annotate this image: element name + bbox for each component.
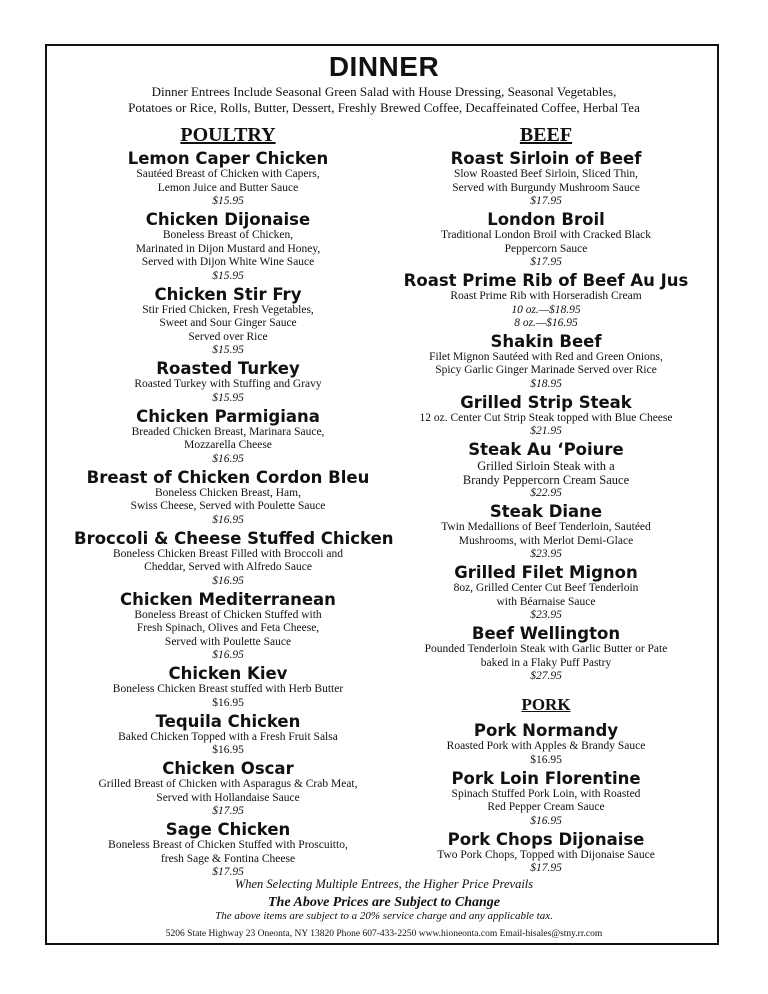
menu-item-name: Grilled Strip Steak (460, 392, 632, 412)
menu-item-price: $27.95 (530, 670, 562, 682)
menu-item-name: Steak Au ‘Poiure (468, 440, 624, 459)
menu-item-name: Chicken Dijonaise (145, 210, 311, 229)
menu-item (74, 285, 382, 358)
menu-item-price: $15.95 (212, 269, 244, 282)
menu-item-price: $15.95 (212, 195, 244, 207)
menu-item-name: Sage Chicken (165, 820, 291, 839)
menu-item-description: Boneless Breast of Chicken, Marinated in Dijon Mustard and Honey, Served with Dijon White Wine Sauce (135, 229, 321, 268)
menu-item-price: $16.95 (530, 814, 562, 827)
menu-item-description: Sautéed Breast of Chicken with Capers, Lemon Juice and Butter Sauce (136, 168, 320, 194)
menu-item-name: Chicken Kiev (168, 664, 288, 683)
menu-item (74, 528, 394, 588)
menu-item-name: Pork Normandy (473, 721, 619, 740)
menu-item-price: $15.95 (212, 344, 244, 356)
menu-item (74, 149, 382, 208)
menu-item-description: Roast Prime Rib with Horseradish Cream (450, 290, 642, 302)
menu-item-name: Chicken Parmigiana (136, 406, 320, 426)
menu-item (74, 590, 382, 663)
menu-item-description: 12 oz. Center Cut Strip Steak topped with Blue Cheese (419, 411, 673, 424)
menu-item-name: Chicken Mediterranean (120, 589, 336, 609)
menu-item-description: Boneless Chicken Breast stuffed with Herb Butter (112, 683, 344, 695)
intro-text (0, 84, 768, 115)
menu-item (392, 440, 700, 500)
pork-list (392, 721, 700, 875)
poultry-list (74, 149, 394, 879)
menu-item-name: Grilled Filet Mignon (454, 563, 638, 582)
menu-item-name: Shakin Beef (490, 331, 602, 351)
menu-item-description: Breaded Chicken Breast, Marinara Sauce, Mozzarella Cheese (131, 425, 325, 451)
beef-heading: BEEF (519, 124, 573, 146)
menu-item-price: $17.95 (212, 866, 244, 878)
menu-item-description: Spinach Stuffed Pork Loin, with Roasted Red Pepper Cream Sauce (451, 787, 641, 813)
menu-item-name: Chicken Stir Fry (154, 284, 302, 304)
menu-item-price: $23.95 (530, 609, 562, 621)
menu-item-description: Two Pork Chops, Topped with Dijonaise Sauce (437, 848, 655, 861)
menu-item (74, 712, 382, 758)
menu-item-name: Pork Loin Florentine (451, 768, 641, 788)
menu-item-price: $15.95 (212, 391, 244, 404)
menu-item-description: Grilled Breast of Chicken with Asparagus & Crab Meat, Served with Hollandaise Sauce (98, 778, 358, 804)
menu-item-description: Boneless Chicken Breast Filled with Broccoli and Cheddar, Served with Alfredo Sauce (113, 547, 343, 573)
menu-item (74, 468, 382, 527)
pork-heading: PORK (521, 695, 571, 714)
menu-item-description: Stir Fried Chicken, Fresh Vegetables, Sweet and Sour Ginger Sauce Served over Rice (142, 303, 314, 343)
menu-item (392, 769, 700, 828)
menu-item-name: Steak Diane (489, 502, 603, 521)
menu-item-description: Boneless Breast of Chicken Stuffed with Fresh Spinach, Olives and Feta Cheese, Served with Poulette Sauce (134, 608, 322, 648)
menu-item-price: $23.95 (530, 548, 562, 560)
menu-item-price: $16.95 (212, 452, 244, 465)
menu-item (392, 149, 700, 208)
intro-line-2: Potatoes or Rice, Rolls, Butter, Dessert, Freshly Brewed Coffee, Decaffeinated Coffee, Herbal Tea (128, 99, 640, 115)
multiple-entrees-note: When Selecting Multiple Entrees, the Higher Price Prevails (234, 877, 534, 891)
menu-item-name: Tequila Chicken (155, 711, 301, 731)
menu-item-price: $18.95 (530, 377, 562, 390)
menu-item-price: $16.95 (530, 753, 562, 766)
menu-item (74, 664, 382, 710)
menu-item-description: Pounded Tenderloin Steak with Garlic Butter or Pate baked in a Flaky Puff Pastry (424, 643, 668, 669)
price-change-note: The Above Prices are Subject to Change (267, 895, 501, 910)
menu-item-description: Traditional London Broil with Cracked Black Peppercorn Sauce (440, 229, 652, 255)
page-title: DINNER (328, 51, 440, 82)
contact-address: 5206 State Highway 23 Oneonta, NY 13820 Phone 607-433-2250 www.hioneonta.com Email-hisales@stny.rr.com (165, 929, 603, 939)
menu-item-name: Broccoli & Cheese Stuffed Chicken (74, 528, 394, 548)
menu-item-description: Slow Roasted Beef Sirloin, Sliced Thin, Served with Burgundy Mushroom Sauce (452, 168, 640, 194)
menu-item (392, 271, 700, 330)
menu-item-name: Breast of Chicken Cordon Bleu (86, 467, 370, 487)
menu-item-description: Roasted Pork with Apples & Brandy Sauce (446, 740, 646, 752)
menu-item (74, 359, 382, 405)
menu-item (392, 393, 700, 439)
menu-item (392, 563, 700, 622)
menu-item-description: Filet Mignon Sautéed with Red and Green Onions, Spicy Garlic Ginger Marinade Served over Rice (429, 350, 663, 376)
menu-item (392, 721, 700, 767)
menu-item-name: Chicken Oscar (162, 759, 294, 778)
menu-item-price: $22.95 (530, 487, 562, 499)
beef-list (392, 149, 700, 683)
menu-item-price: $16.95 (212, 574, 244, 587)
beef-pork-column (392, 124, 700, 877)
menu-item-price: $21.95 (530, 425, 562, 437)
poultry-column (74, 124, 394, 881)
menu-item-name: Beef Wellington (471, 624, 621, 643)
menu-item-description: 8oz, Grilled Center Cut Beef Tenderloin with Béarnaise Sauce (453, 582, 639, 608)
menu-item (392, 502, 700, 561)
poultry-heading: POULTRY (180, 124, 276, 146)
menu-item (74, 820, 382, 879)
service-charge-note: The above items are subject to a 20% service charge and any applicable tax. (215, 910, 553, 922)
menu-item-description: Roasted Turkey with Stuffing and Gravy (134, 378, 322, 390)
menu-item-price: $17.95 (530, 195, 562, 207)
menu-item-description: Boneless Breast of Chicken Stuffed with Proscuitto, fresh Sage & Fontina Cheese (108, 839, 348, 865)
menu-item (392, 830, 700, 876)
menu-item-price: $16.95 (212, 744, 244, 756)
menu-item-name: Roast Sirloin of Beef (450, 149, 642, 168)
menu-item (392, 624, 700, 683)
menu-item-price: $16.95 (212, 649, 244, 661)
menu-item-name: Roast Prime Rib of Beef Au Jus (403, 271, 689, 290)
menu-item (74, 210, 382, 283)
menu-item-price: $17.95 (530, 256, 562, 268)
menu-item-name: Lemon Caper Chicken (127, 149, 329, 168)
menu-item (74, 407, 382, 466)
menu-item-description: Twin Medallions of Beef Tenderloin, Sautéed Mushrooms, with Merlot Demi-Glace (441, 521, 651, 547)
menu-item (392, 210, 700, 269)
menu-item-price: $17.95 (212, 805, 244, 817)
menu-item (392, 332, 700, 391)
menu-item-price: $17.95 (530, 862, 562, 874)
menu-item-name: Roasted Turkey (156, 359, 300, 378)
menu-item-price: $16.95 (212, 513, 244, 526)
menu-item-description: Boneless Chicken Breast, Ham, Swiss Cheese, Served with Poulette Sauce (130, 486, 326, 512)
menu-item-description: Baked Chicken Topped with a Fresh Fruit Salsa (118, 730, 338, 743)
menu-item-name: London Broil (487, 210, 605, 229)
menu-item-price: 10 oz.—$18.95 8 oz.—$16.95 (511, 303, 581, 329)
intro-line-1: Dinner Entrees Include Seasonal Green Salad with House Dressing, Seasonal Vegetables, (151, 84, 617, 99)
menu-item (74, 759, 382, 818)
menu-item-price: $16.95 (212, 696, 244, 709)
menu-item-name: Pork Chops Dijonaise (447, 829, 645, 849)
menu-item-description: Grilled Sirloin Steak with a Brandy Peppercorn Cream Sauce (462, 459, 630, 487)
